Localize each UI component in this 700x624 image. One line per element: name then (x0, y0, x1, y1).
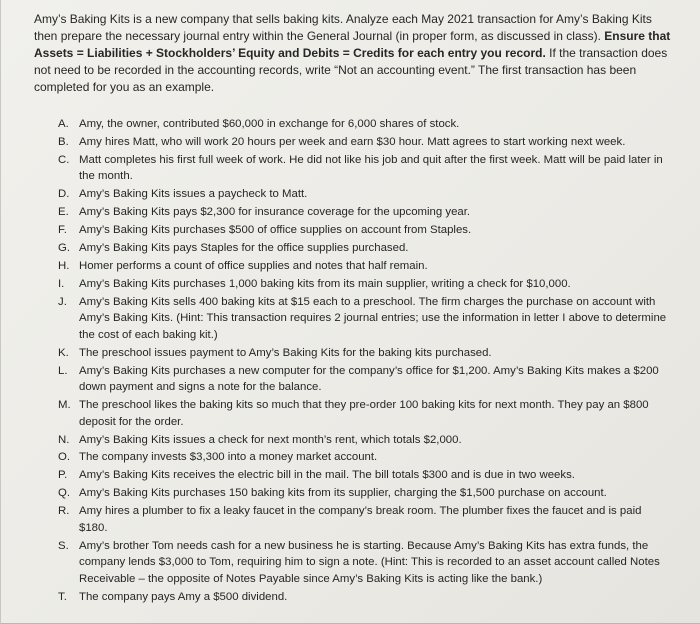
item-letter: M. (58, 399, 71, 412)
transaction-item-n (58, 432, 668, 449)
instructions-emphasis: Ensure that Assets = Liabilities + Stockholders’ Equity and Debits = Credits for each entry you record. (34, 29, 671, 60)
item-letter: B. (58, 135, 69, 148)
item-text: Amy’s Baking Kits pays $2,300 for insurance coverage for the upcoming year. (79, 206, 471, 219)
item-text: Amy’s Baking Kits issues a check for next month’s rent, which totals $2,000. (79, 433, 462, 446)
transaction-item-e (58, 204, 668, 221)
item-letter: H. (58, 259, 70, 272)
transaction-item-d (58, 186, 668, 203)
transaction-list (58, 116, 668, 607)
item-letter: O. (58, 451, 71, 464)
instructions-text-continued: If the transaction does not need to be recorded in the accounting records, write “Not an accounting event.” The first transaction has been completed for you as an example. (34, 46, 668, 94)
item-letter: I. (58, 277, 65, 290)
item-letter: C. (58, 153, 70, 166)
item-text: The preschool issues payment to Amy’s Baking Kits for the baking kits purchased. (79, 346, 492, 359)
item-text: The company invests $3,300 into a money market account. (79, 451, 378, 464)
item-text: Homer performs a count of office supplies and notes that half remain. (79, 259, 428, 272)
item-text: Amy’s Baking Kits purchases 150 baking kits from its supplier, charging the $1,500 purchase on account. (79, 487, 607, 500)
transaction-item-o (58, 449, 668, 466)
item-text: Amy hires a plumber to fix a leaky faucet in the company’s break room. The plumber fixes the faucet and is paid $180. (79, 505, 642, 534)
transaction-item-r (58, 503, 668, 536)
transaction-item-m (58, 397, 668, 430)
transaction-item-k (58, 345, 668, 362)
item-text: Amy’s Baking Kits purchases $500 of office supplies on account from Staples. (79, 224, 472, 237)
item-text: Amy, the owner, contributed $60,000 in exchange for 6,000 shares of stock. (79, 118, 460, 130)
item-letter: K. (58, 346, 69, 359)
item-letter: F. (58, 224, 67, 237)
item-letter: D. (58, 188, 70, 201)
transaction-item-p (58, 467, 668, 484)
item-text: The preschool likes the baking kits so much that they pre-order 100 baking kits for next month. They pay an $800 deposit for the order. (79, 399, 649, 428)
item-text: Amy hires Matt, who will work 20 hours per week and earn $30 hour. Matt agrees to start working next week. (79, 135, 626, 148)
transaction-item-c (58, 152, 668, 185)
transaction-item-j (58, 294, 668, 344)
item-letter: Q. (58, 487, 71, 500)
transaction-item-a (58, 116, 668, 133)
transaction-item-t (58, 589, 668, 606)
item-letter: E. (58, 206, 69, 219)
item-text: Amy’s brother Tom needs cash for a new business he is starting. Because Amy’s Baking Kits has extra funds, the company lends $3,000 to Tom, requiring him to sign a note. (Hint: This is recorded to an asset account called Notes Receivable – the opposite of Notes Payable since Amy’s Baking Kits is acting like the bank.) (79, 539, 660, 585)
item-text: Amy’s Baking Kits purchases 1,000 baking kits from its main supplier, writing a check for $10,000. (79, 277, 571, 290)
item-letter: A. (58, 118, 69, 130)
item-letter: R. (58, 505, 70, 518)
transaction-item-i (58, 276, 668, 293)
transaction-item-l (58, 363, 668, 396)
item-letter: T. (58, 590, 67, 603)
item-text: Amy’s Baking Kits receives the electric bill in the mail. The bill totals $300 and is due in two weeks. (79, 469, 575, 482)
item-text: Matt completes his first full week of work. He did not like his job and quit after the first week. Matt will be paid later in the month. (79, 153, 663, 183)
item-letter: P. (58, 469, 68, 482)
transaction-item-g (58, 240, 668, 257)
item-text: Amy’s Baking Kits issues a paycheck to Matt. (79, 188, 308, 201)
transaction-item-q (58, 485, 668, 502)
item-letter: N. (58, 433, 70, 446)
item-text: Amy’s Baking Kits sells 400 baking kits at $15 each to a preschool. The firm charges the purchase on account with Amy’s Baking Kits. (Hint: This transaction requires 2 journal entries; use the information in letter I above to determine the cost of each baking kit.) (79, 295, 667, 341)
transaction-item-b (58, 134, 668, 151)
item-text: Amy’s Baking Kits pays Staples for the office supplies purchased. (79, 241, 409, 254)
instructions-paragraph (34, 11, 674, 96)
transaction-item-f (58, 222, 668, 239)
item-letter: J. (58, 295, 67, 308)
instructions-text: Amy’s Baking Kits is a new company that sells baking kits. Analyze each May 2021 transaction for Amy’s Baking Kits then prepare the necessary journal entry within the General Journal (in proper form, as discussed in class). (34, 12, 652, 43)
item-text: The company pays Amy a $500 dividend. (79, 590, 288, 603)
item-text: Amy’s Baking Kits purchases a new computer for the company’s office for $1,200. Amy’s Baking Kits makes a $200 down payment and signs a note for the balance. (79, 364, 659, 394)
item-letter: G. (58, 241, 71, 254)
item-letter: L. (58, 364, 68, 377)
transaction-item-h (58, 258, 668, 275)
transaction-item-s (58, 538, 668, 588)
item-letter: S. (58, 539, 69, 552)
